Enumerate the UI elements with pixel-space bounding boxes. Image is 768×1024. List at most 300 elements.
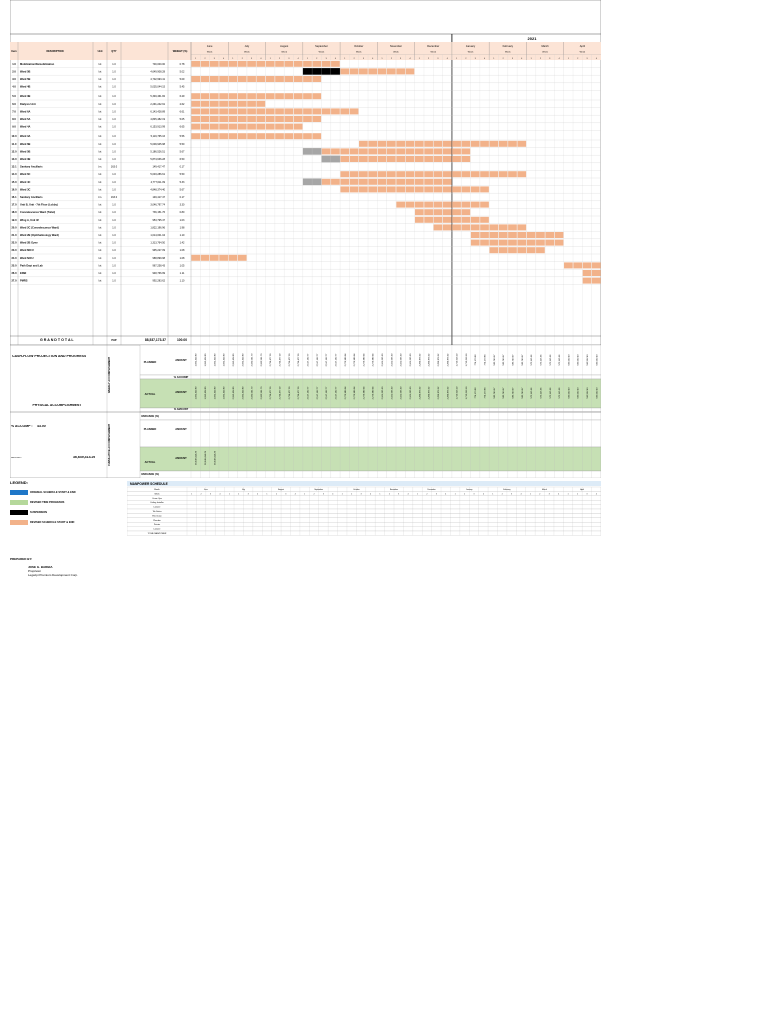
legend-label: REVISED SCHEDULE START & END [30, 520, 75, 524]
schedule-bar-cell [312, 133, 321, 139]
row-qty: 163.0 [110, 196, 118, 199]
row-unit: lot [98, 256, 102, 260]
row-qty: 1.0 [112, 62, 116, 66]
week-number: 4 [446, 58, 448, 60]
week-number: 3 [474, 58, 476, 60]
schedule-bar-cell [583, 270, 592, 276]
row-unit: lot [98, 110, 102, 114]
schedule-bar-cell [406, 171, 415, 177]
week-number: 1 [232, 58, 234, 60]
manpower-month-label: February [503, 489, 511, 491]
schedule-bar-cell [350, 156, 359, 162]
schedule-bar-cell [219, 124, 228, 130]
schedule-bar-cell [396, 68, 405, 74]
row-item-number: 13.0 [11, 158, 17, 161]
weekly-actual-value: 1,715,016.19 [465, 386, 468, 400]
manpower-week-number: 2 [275, 494, 277, 496]
schedule-bar-cell [471, 171, 480, 177]
manpower-row [127, 496, 601, 500]
schedule-bar-cell [480, 202, 489, 208]
month-label: October [354, 45, 364, 48]
weekly-actual-value: 2,161,005.60 [409, 386, 412, 400]
schedule-bar-cell [499, 247, 508, 253]
weekly-planned-value: 585,740.97 [503, 354, 506, 366]
planned-label: PLANNED [143, 361, 157, 364]
weekly-planned-value: 2,517,102.77 [326, 353, 329, 367]
row-weight: 0.17 [179, 196, 185, 199]
row-description: Ward 3C [20, 188, 31, 192]
manpower-row-label: Week [154, 493, 160, 496]
manpower-week-number: 1 [417, 494, 418, 496]
schedule-bar-cell [359, 171, 368, 177]
schedule-bar-cell [480, 141, 489, 147]
row-qty: 1.0 [112, 173, 116, 177]
manpower-week-number: 1 [454, 494, 456, 496]
manpower-row-label: Crane Ope [152, 497, 162, 500]
schedule-bar-cell [471, 202, 480, 208]
week-number: 2 [465, 58, 467, 60]
schedule-bar-cell [462, 217, 471, 223]
manpower-week-number: 2 [238, 494, 240, 496]
row-item-number: 22.0 [11, 241, 17, 245]
amount-value: 36,649,414.29 [73, 456, 96, 459]
schedule-bar-cell [201, 93, 210, 99]
schedule-bar-cell [517, 232, 526, 238]
row-item-number: 5.0 [12, 95, 16, 99]
manpower-row [127, 519, 601, 526]
row-qty: 1.0 [112, 249, 116, 253]
weekly-actual-value: 573,115.66 [531, 387, 534, 399]
schedule-bar-cell [489, 247, 498, 253]
schedule-bar-cell [266, 61, 275, 67]
schedule-bar-cell [406, 186, 415, 192]
planned-pct-label: % ACCOMP [173, 376, 189, 379]
prepared-by-label: PREPARED BY: [10, 558, 33, 561]
schedule-bar-cell [462, 186, 471, 192]
schedule-bar-cell [471, 141, 480, 147]
row-amount: 6,153,913.99 [150, 125, 165, 129]
schedule-bar-cell [499, 232, 508, 238]
manpower-week-number: 4 [294, 494, 296, 496]
physical-accomplishment-label: PHYSICAL ACCOMPLISHMENT [32, 404, 82, 407]
week-label: Week [244, 51, 250, 54]
schedule-bar-cell [210, 61, 219, 67]
schedule-bar-cell [191, 101, 200, 107]
schedule-bar-cell [359, 141, 368, 147]
schedule-bar-cell [275, 61, 284, 67]
row-qty: 163.0 [110, 165, 118, 169]
row-unit: l.m. [97, 165, 103, 169]
schedule-bar-cell [415, 179, 424, 185]
week-number: 4 [334, 58, 336, 60]
schedule-bar-cell [359, 179, 368, 185]
schedule-bar-cell [378, 156, 387, 162]
schedule-bar-cell [545, 232, 554, 238]
schedule-bar-cell [434, 217, 443, 223]
row-weight: 1.08 [179, 249, 185, 253]
schedule-bar-cell [238, 108, 247, 114]
row-description: Ward 2B Gyne [20, 241, 38, 245]
row-unit: lot [98, 173, 102, 177]
row-amount: 5,119,765.16 [150, 135, 165, 139]
schedule-bar-cell [257, 108, 266, 114]
schedule-bar-cell [238, 255, 247, 261]
schedule-bar-cell [238, 93, 247, 99]
row-qty: 1.0 [112, 78, 116, 81]
schedule-bar-cell [387, 68, 396, 74]
weekly-planned-value: 2,286,876.02 [428, 353, 431, 367]
schedule-bar-cell [508, 224, 517, 230]
row-description: Dialysis Unit [20, 102, 36, 106]
schedule-bar-cell [312, 93, 321, 99]
schedule-bar-cell [257, 76, 266, 82]
row-item-number: 3.0 [12, 78, 16, 81]
schedule-bar-cell [340, 68, 349, 74]
manpower-row-label: Tile Setter [152, 511, 162, 513]
row-description: Ward 5B [20, 70, 31, 74]
schedule-bar-cell [303, 116, 312, 122]
schedule-bar-cell [359, 156, 368, 162]
weekly-planned-value: 2,734,477.29 [298, 353, 301, 367]
schedule-bar-cell [275, 93, 284, 99]
grand-total-amount: 88,537,173.37 [144, 338, 166, 342]
cumulative-actual-value: 36,649,414.29 [204, 451, 207, 465]
schedule-bar-cell [201, 124, 210, 130]
row-item-number: 12.0 [11, 150, 17, 154]
row-description: ERBI [20, 272, 27, 275]
manpower-week-number: 4 [407, 494, 409, 496]
schedule-bar-cell [331, 148, 340, 154]
weekly-planned-value: 2,286,876.02 [419, 353, 422, 367]
week-number: 2 [502, 58, 504, 60]
schedule-bar-cell [452, 217, 461, 223]
schedule-bar-cell [489, 171, 498, 177]
schedule-bar-cell [238, 76, 247, 82]
schedule-bar-cell [387, 148, 396, 154]
week-label: Week [393, 51, 399, 54]
row-item-number: 7.0 [12, 110, 16, 114]
weekly-actual-value: 2,517,102.77 [316, 386, 319, 400]
manpower-row [127, 487, 601, 491]
schedule-bar-cell [191, 255, 200, 261]
cashflow-band [140, 408, 601, 412]
week-number: 4 [297, 58, 299, 60]
week-number: 2 [428, 58, 430, 60]
weekly-actual-value: 2,161,005.60 [382, 386, 385, 400]
schedule-bar-cell [229, 61, 238, 67]
weekly-planned-value: 1,092,424.80 [204, 353, 207, 367]
week-label: Week [318, 51, 325, 54]
schedule-bar-cell [275, 76, 284, 82]
schedule-bar-cell [499, 224, 508, 230]
row-qty: 1.0 [112, 272, 116, 275]
schedule-bar-cell [201, 133, 210, 139]
weekly-planned-value: 2,270,989.94 [344, 353, 347, 367]
schedule-bar-cell [434, 186, 443, 192]
row-description: Sanitary Ancillaris [20, 196, 43, 199]
weekly-planned-value: 585,740.97 [512, 354, 515, 366]
manpower-week-number: 1 [304, 494, 306, 496]
row-unit: lot [98, 70, 102, 74]
manpower-week-number: 3 [210, 494, 211, 496]
schedule-bar-cell [499, 171, 508, 177]
row-unit: lot [98, 234, 102, 237]
actual-label: ACTUAL [144, 393, 156, 396]
row-description: Ward 4A [20, 125, 31, 129]
schedule-bar-cell [219, 93, 228, 99]
manpower-week-number: 4 [445, 494, 447, 496]
row-description: Mobilization/Demobilization [20, 62, 55, 66]
schedule-bar-cell [331, 179, 340, 185]
schedule-bar-cell [378, 179, 387, 185]
weekly-actual-value: 2,161,005.60 [391, 386, 394, 400]
manpower-week-number: 2 [577, 494, 578, 496]
schedule-bar-cell [312, 116, 321, 122]
schedule-bar-cell [434, 209, 443, 215]
schedule-bar-cell [350, 171, 359, 177]
schedule-bar-cell [191, 108, 200, 114]
month-label: January [465, 45, 476, 48]
schedule-bar-cell [229, 255, 238, 261]
row-weight: 1.05 [179, 264, 185, 268]
schedule-bar-cell [294, 61, 303, 67]
row-description: Ward 5A [20, 118, 31, 121]
schedule-bar-cell [359, 186, 368, 192]
schedule-bar-cell [303, 93, 312, 99]
weekly-planned-value: 2,270,989.94 [363, 353, 366, 367]
manpower-month-label: December [427, 489, 436, 491]
schedule-bar-cell [443, 217, 452, 223]
manpower-week-number: 3 [398, 494, 400, 496]
row-unit: lot [98, 211, 102, 215]
weekly-planned-value: 2,161,005.60 [409, 353, 412, 367]
schedule-bar-cell [378, 68, 387, 74]
row-unit: lot [98, 158, 102, 161]
accomp-value: 43.00 [37, 425, 46, 428]
schedule-bar-cell [517, 224, 526, 230]
weekly-actual-value: 1,092,424.80 [195, 386, 198, 400]
month-label: December [427, 45, 440, 48]
weekly-planned-value: 2,161,005.60 [391, 353, 394, 367]
schedule-bar-cell [489, 224, 498, 230]
manpower-week-number: 1 [492, 494, 494, 496]
weekly-actual-value: 2,182,561.70 [260, 386, 263, 400]
row-description: Ward 3A [20, 135, 31, 139]
row-weight: 5.33 [179, 180, 185, 184]
weekly-planned-value: 585,740.97 [493, 354, 496, 366]
schedule-bar-cell [247, 124, 256, 130]
manpower-week-number: 3 [247, 494, 249, 496]
schedule-bar-cell [443, 202, 452, 208]
weekly-actual-value: 2,286,876.02 [428, 386, 431, 400]
schedule-bar-cell [340, 148, 349, 154]
schedule-bar-cell [517, 171, 526, 177]
schedule-bar-cell [210, 133, 219, 139]
schedule-bar-cell [191, 116, 200, 122]
weekly-actual-value: 2,092,424.80 [232, 386, 235, 400]
schedule-bar-cell [489, 232, 498, 238]
actual-pct-label: % AMOUNT [173, 408, 189, 411]
variance-label: VARIANCE (%) [140, 415, 160, 418]
row-weight: 1.98 [179, 226, 185, 230]
weekly-actual-value: 1,715,016.19 [456, 386, 459, 400]
schedule-bar-cell [257, 124, 266, 130]
row-description: Convalescence Ward (Toilet) [20, 211, 56, 215]
schedule-bar-cell [229, 116, 238, 122]
schedule-bar-cell [452, 186, 461, 192]
row-weight: 5.50 [179, 173, 185, 177]
row-weight: 0.78 [179, 62, 185, 66]
manpower-week-number: 4 [370, 494, 371, 496]
row-amount: 149,417.47 [152, 196, 165, 199]
schedule-bar-cell [480, 224, 489, 230]
row-qty: 1.0 [112, 234, 116, 237]
manpower-row-label: Month [154, 489, 160, 491]
schedule-bar-cell [452, 148, 461, 154]
row-item-number: 15.0 [11, 180, 17, 184]
weekly-actual-value: 2,092,424.80 [242, 386, 245, 400]
schedule-bar-cell [434, 148, 443, 154]
week-number: 4 [484, 58, 486, 60]
week-number: 3 [325, 58, 327, 60]
schedule-bar-cell [489, 141, 498, 147]
schedule-bar-cell [480, 171, 489, 177]
schedule-bar-cell [536, 247, 545, 253]
weekly-actual-value: 585,740.97 [503, 387, 506, 399]
schedule-bar-cell [592, 270, 601, 276]
schedule-bar-cell [583, 278, 592, 284]
manpower-week-number: 4 [219, 494, 221, 496]
schedule-bar-cell [508, 171, 517, 177]
schedule-bar-cell [462, 209, 471, 215]
weekly-planned-value: 774,170.86 [484, 354, 487, 366]
row-weight: 0.17 [179, 165, 185, 169]
weekly-actual-value: 2,517,102.77 [326, 386, 329, 400]
cashflow-band [140, 412, 601, 420]
row-amount: 4,649,908.28 [150, 70, 165, 74]
weekly-actual-value: 2,517,102.77 [307, 386, 310, 400]
manpower-week-number: 4 [520, 494, 522, 496]
legend-item [10, 520, 120, 526]
weekly-planned-value: 774,170.86 [475, 354, 478, 366]
manpower-month-label: October [353, 489, 360, 491]
schedule-bar-cell [424, 209, 433, 215]
month-label: November [390, 45, 402, 48]
row-description: Unit B, Unit - 7th Floor (Lobby) [20, 203, 58, 207]
schedule-bar-cell [415, 202, 424, 208]
weekly-actual-value: 2,734,477.29 [270, 386, 273, 400]
row-qty: 1.0 [112, 85, 116, 89]
schedule-bar-cell [284, 108, 293, 114]
manpower-row [127, 527, 601, 531]
manpower-schedule [127, 481, 601, 541]
weekly-actual-value: 2,734,477.29 [298, 386, 301, 400]
week-number: 3 [400, 58, 402, 60]
schedule-bar-cell [545, 240, 554, 246]
week-number: 2 [539, 58, 541, 60]
row-qty: 1.0 [112, 203, 116, 207]
schedule-bar-cell [480, 232, 489, 238]
schedule-bar-cell [517, 240, 526, 246]
weekly-planned-value: 2,734,477.29 [288, 353, 291, 367]
schedule-bar-cell [396, 171, 405, 177]
week-label: Week [430, 51, 437, 54]
manpower-week-number: 3 [360, 494, 362, 496]
schedule-bar-cell [406, 156, 415, 162]
row-qty: 1.0 [112, 142, 116, 146]
row-weight: 6.65 [179, 125, 185, 129]
row-qty: 1.0 [112, 279, 116, 283]
week-number: 1 [381, 58, 383, 60]
row-amount: 1,313,764.50 [150, 241, 165, 245]
row-amount: 953,795.47 [152, 218, 165, 222]
weekly-actual-value: 593,592.40 [577, 387, 580, 399]
weekly-actual-value: 2,734,477.29 [279, 386, 282, 400]
week-label: Week [505, 51, 511, 54]
manpower-week-number: 1 [379, 494, 381, 496]
row-qty: 1.0 [112, 70, 116, 74]
legend-label: SUSPENSION [30, 510, 48, 514]
actual-amount-label: AMOUNT [175, 391, 187, 394]
manpower-row [127, 505, 601, 509]
week-number: 2 [353, 58, 355, 60]
schedule-bar-cell [266, 124, 275, 130]
row-qty: 1.0 [112, 158, 116, 161]
row-qty: 1.0 [112, 118, 116, 121]
year-label: 2021 [527, 36, 537, 41]
manpower-row [127, 513, 601, 517]
schedule-bar-cell [247, 101, 256, 107]
schedule-bar-cell [443, 141, 452, 147]
schedule-bar-cell [275, 133, 284, 139]
schedule-bar-cell [443, 171, 452, 177]
schedule-bar-cell [331, 108, 340, 114]
schedule-bar-cell [219, 133, 228, 139]
row-weight: 1.10 [179, 279, 185, 283]
row-qty: 1.0 [112, 135, 116, 139]
weekly-actual-value: 2,270,989.94 [363, 386, 366, 400]
schedule-bar-cell [201, 116, 210, 122]
schedule-bar-cell [489, 240, 498, 246]
row-qty: 1.0 [112, 110, 116, 114]
schedule-bar-cell [229, 76, 238, 82]
schedule-bar-cell [406, 202, 415, 208]
schedule-bar-cell [387, 156, 396, 162]
row-unit: lot [98, 78, 102, 81]
schedule-bar-cell [257, 61, 266, 67]
manpower-month-label: August [278, 489, 284, 491]
manpower-week-number: 3 [473, 494, 475, 496]
legend-item [10, 490, 120, 496]
schedule-bar-cell [219, 101, 228, 107]
schedule-bar-cell [415, 186, 424, 192]
schedule-bar-cell [555, 240, 564, 246]
column-header-unit: Unit [97, 50, 103, 53]
schedule-bar-cell [340, 171, 349, 177]
manpower-row [127, 506, 601, 513]
weekly-planned-value: 2,161,005.60 [382, 353, 385, 367]
manpower-week-number: 3 [435, 494, 437, 496]
schedule-bar-cell [219, 61, 228, 67]
row-item-number: 25.0 [11, 264, 17, 268]
schedule-bar-cell [257, 101, 266, 107]
schedule-bar-cell [424, 141, 433, 147]
weekly-actual-value: 2,734,477.29 [288, 386, 291, 400]
schedule-bar-cell [452, 141, 461, 147]
row-amount: 5,874,636.28 [150, 158, 165, 161]
schedule-bar-cell [210, 255, 219, 261]
row-weight: 5.50 [179, 142, 185, 146]
